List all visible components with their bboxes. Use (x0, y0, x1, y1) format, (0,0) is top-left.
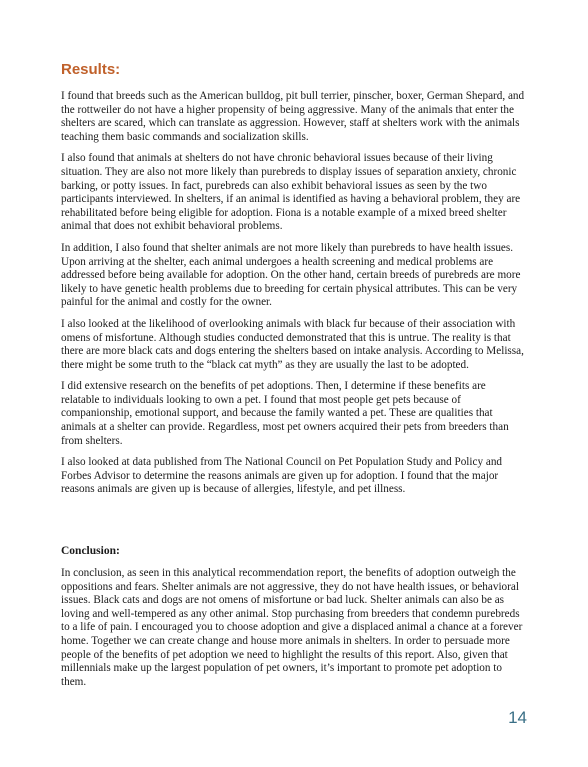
page-number: 14 (508, 708, 527, 727)
conclusion-section (61, 567, 527, 697)
results-paragraph-1: I found that breeds such as the American bulldog, pit bull terrier, pinscher, boxer, German Shepard, and the rottweiler do not have a higher propensity of being aggressive. Many of the animals that enter the shelters are scared, which can translate as aggression. However, staff at shelters work with the animals teaching them basic commands and socialization skills. (61, 90, 525, 143)
results-paragraph-2: I also found that animals at shelters do not have chronic behavioral issues because of their living situation. They are also not more likely than purebreds to display issues of separation anxiety, chronic barking, or potty issues. In fact, purebreds can also exhibit behavioral issues as seen by the two participants interviewed. In shelters, if an animal is identified as having a behavioral problem, they are rehabilitated before being eligible for adoption. Fiona is a notable example of a mixed breed shelter animal that does not exhibit behavioral problems. (61, 152, 521, 233)
results-paragraph-6: I also looked at data published from The National Council on Pet Population Study and Policy and Forbes Advisor to determine the reasons animals are given up for adoption. I found that the major reasons animals are given up is because of allergies, lifestyle, and pet illness. (61, 456, 503, 496)
results-paragraph-4: I also looked at the likelihood of overlooking animals with black fur because of their association with omens of misfortune. Although studies conducted demonstrated that this is untrue. The reality is that there are more black cats and dogs entering the shelters based on intake analysis. According to Melissa, there might be some truth to the “black cat myth” as they are usually the last to be adopted. (61, 317, 524, 371)
conclusion-paragraph-1: In conclusion, as seen in this analytical recommendation report, the benefits of adoption outweigh the oppositions and fears. Shelter animals are not aggressive, they do not have health issues, or behavioral issues. Black cats and dogs are not omens of misfortune or bad luck. Shelter animals can also be as loving and well-tempered as any other animal. Stop purchasing from breeders that condemn purebreds to a life of pain. I encouraged you to choose adoption and give a displaced animal a chance at a forever home. Together we can create change and house more animals in shelters. In order to persuade more people of the benefits of pet adoption we need to highlight the results of this report. Also, given that millennials make up the largest population of pet owners, it’s important to promote pet adoption to them. (61, 567, 523, 688)
results-section (61, 90, 527, 505)
conclusion-heading: Conclusion: (61, 545, 120, 557)
results-paragraph-5: I did extensive research on the benefits of pet adoptions. Then, I determine if these benefits are relatable to individuals looking to own a pet. I found that most people get pets because of companionship, emotional support, and because the family wanted a pet. These are qualities that animals at a shelter can provide. Regardless, most pet owners acquired their pets from breeders than from shelters. (61, 380, 509, 447)
results-paragraph-3: In addition, I also found that shelter animals are not more likely than purebreds to have health issues. Upon arriving at the shelter, each animal undergoes a health screening and medical problems are addressed before being available for adoption. On the other hand, certain breeds of purebreds are more likely to have genetic health problems due to breeding for certain physical attributes. This can be very painful for the animal and costly for the owner. (61, 241, 521, 309)
results-heading: Results: (61, 61, 121, 78)
